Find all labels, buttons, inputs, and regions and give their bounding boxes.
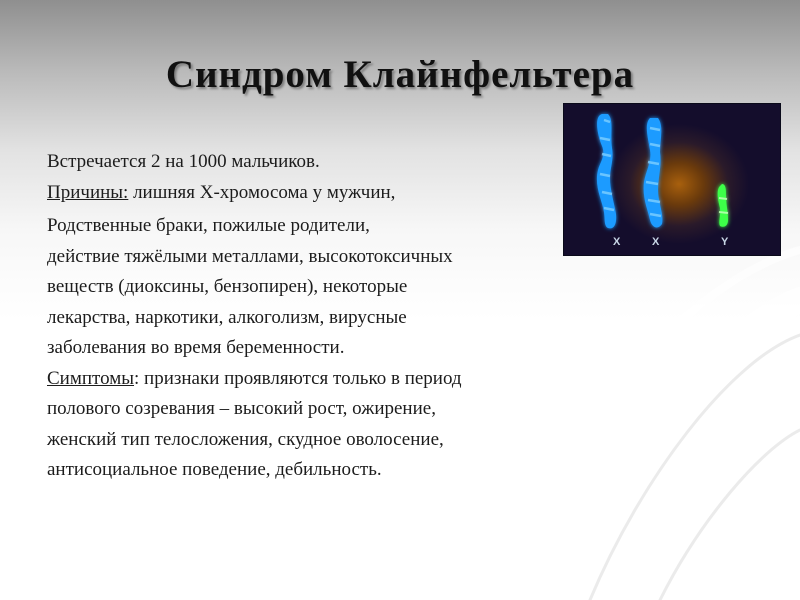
label-x-2: X xyxy=(652,236,660,248)
symptoms-line-4: антисоциальное поведение, дебильность. xyxy=(47,459,382,480)
symptoms-text-1: : признаки проявляются только в период xyxy=(134,367,462,389)
y-chromosome xyxy=(718,184,728,227)
symptoms-line-2: полового созревания – высокий рост, ожирение, xyxy=(47,398,436,419)
x-chromosome-1 xyxy=(597,114,616,228)
causes-line-4: веществ (диоксины, бензопирен), некоторые xyxy=(47,276,408,297)
causes-heading: Причины: xyxy=(47,181,129,203)
causes-line-6: заболевания во время беременности. xyxy=(47,337,345,358)
label-y: Y xyxy=(721,236,729,248)
symptoms-heading: Симптомы xyxy=(47,367,135,389)
slide-title: Синдром Клайнфельтера xyxy=(165,53,635,96)
causes-text-1: лишняя Х-хромосома у мужчин, xyxy=(128,181,396,203)
causes-line-2: Родственные браки, пожилые родители, xyxy=(47,215,370,236)
intro-line: Встречается 2 на 1000 мальчиков. xyxy=(47,151,320,172)
slide-body xyxy=(47,147,647,486)
x-chromosome-2 xyxy=(644,118,663,227)
symptoms-line-1 xyxy=(47,364,647,395)
causes-line-5: лекарства, наркотики, алкоголизм, вирусные xyxy=(47,306,407,328)
label-x-1: X xyxy=(613,236,621,248)
symptoms-line-3: женский тип телосложения, скудное оволосение, xyxy=(47,428,444,450)
chromosome-illustration xyxy=(564,104,780,255)
causes-line-3: действие тяжёлыми металлами, высокотоксичных xyxy=(47,245,453,267)
karyotype-image xyxy=(564,104,780,255)
causes-line-1 xyxy=(47,178,647,209)
